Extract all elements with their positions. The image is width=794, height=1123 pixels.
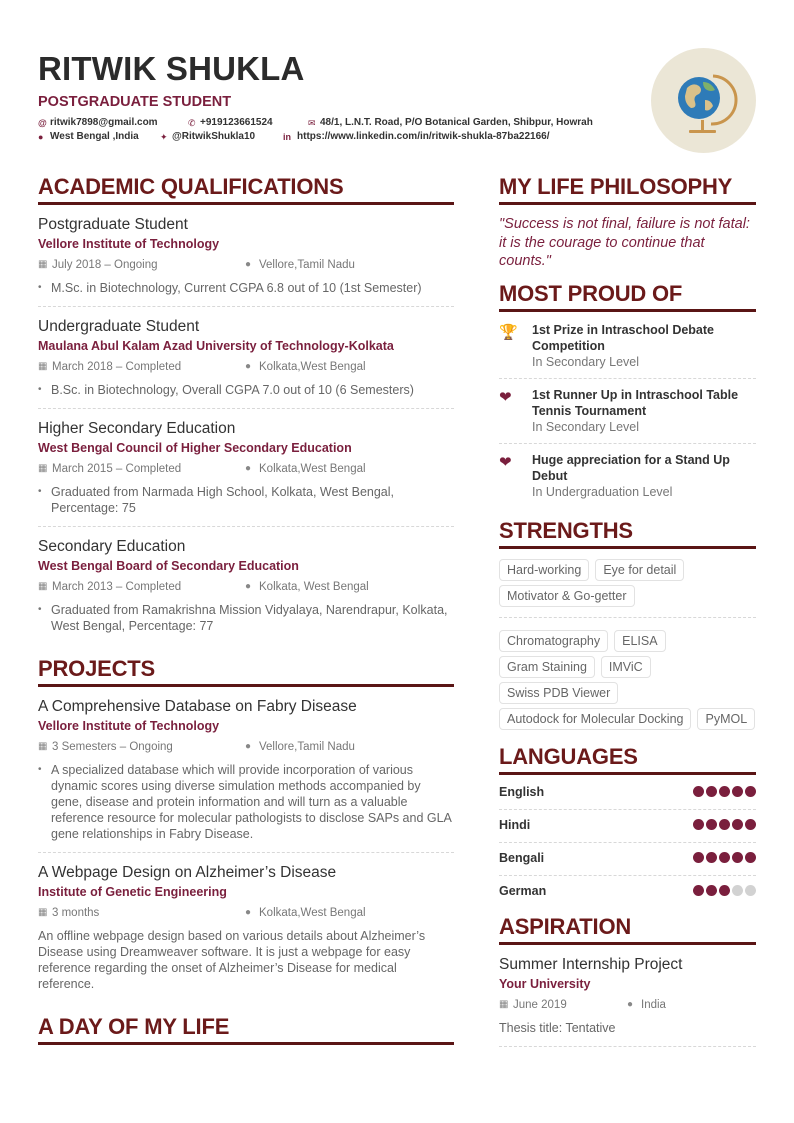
- academic-entry: Higher Secondary Education West Bengal Council of Higher Secondary Education ▦ March 2015 – Completed ● Kolkata,West Bengal • Graduated from Narmada High School, Kolkata, West Bengal, Percentage: 75: [38, 419, 454, 527]
- calendar-icon: ▦: [38, 259, 48, 270]
- contact-linkedin[interactable]: in https://www.linkedin.com/in/ritwik-shukla-87ba22166/: [283, 131, 550, 142]
- calendar-icon: ▦: [38, 361, 48, 372]
- proud-item: ❤ Huge appreciation for a Stand Up Debut In Undergraduation Level: [499, 452, 730, 499]
- left-column: [38, 172, 454, 1055]
- skill-tag: Motivator & Go-getter: [499, 585, 635, 607]
- skill-tag: ELISA: [614, 630, 665, 652]
- skill-tag: Hard-working: [499, 559, 589, 581]
- map-marker-icon: ●: [38, 132, 44, 142]
- academic-entry: Secondary Education West Bengal Board of Secondary Education ▦ March 2013 – Completed ● Kolkata, West Bengal • Graduated from Ramakrishna Mission Vidyalaya, Narendrapur, Kolkata, West Bengal, Percentage: 77: [38, 537, 454, 644]
- aspiration-entry: Summer Internship Project Your University ▦ June 2019 ● India Thesis title: Tentative: [499, 955, 756, 1047]
- candidate-name: RITWIK SHUKLA: [38, 50, 305, 87]
- bullet-icon: •: [38, 486, 42, 497]
- proficiency-dots: [693, 852, 756, 863]
- calendar-icon: ▦: [38, 463, 48, 474]
- philosophy-quote: "Success is not final, failure is not fatal: it is the courage to continue that counts.": [499, 216, 750, 269]
- calendar-icon: ▦: [499, 998, 509, 1010]
- section-heading-academic: ACADEMIC QUALIFICATIONS: [38, 172, 454, 205]
- candidate-title: POSTGRADUATE STUDENT: [38, 94, 232, 110]
- section-heading-proud: MOST PROUD OF: [499, 279, 756, 312]
- skill-tag: Eye for detail: [595, 559, 684, 581]
- phone-icon: ✆: [188, 118, 196, 128]
- bullet-icon: •: [38, 604, 42, 615]
- entry-title: Higher Secondary Education: [38, 420, 236, 437]
- bullet-icon: •: [38, 282, 42, 293]
- calendar-icon: ▦: [38, 581, 48, 592]
- language-row: English: [499, 777, 756, 810]
- skill-tag: Chromatography: [499, 630, 608, 652]
- heartbeat-icon: ❤: [499, 453, 512, 471]
- entry-title: Postgraduate Student: [38, 216, 188, 233]
- entry-org: West Bengal Board of Secondary Education: [38, 559, 299, 573]
- skill-tag: Gram Staining: [499, 656, 595, 678]
- at-icon: @: [38, 118, 47, 128]
- entry-title: Summer Internship Project: [499, 955, 683, 973]
- section-heading-strengths: STRENGTHS: [499, 516, 756, 549]
- twitter-icon: ✦: [160, 132, 168, 142]
- proud-item: ❤ 1st Runner Up in Intraschool Table Tennis Tournament In Secondary Level: [499, 387, 756, 444]
- contact-address: ✉ 48/1, L.N.T. Road, P/O Botanical Garden, Shibpur, Howrah: [308, 117, 593, 128]
- contact-info: [38, 116, 638, 144]
- project-entry: A Webpage Design on Alzheimer’s Disease Institute of Genetic Engineering ▦ 3 months ● Kolkata,West Bengal An offline webpage design based on various details about Alzheimer’s Disease using Dreamweaver software. It is just a webpage for easy reference regarding the onset of Alzheimer’s Disease for medical reference.: [38, 863, 454, 1002]
- section-heading-philosophy: MY LIFE PHILOSOPHY: [499, 172, 756, 205]
- entry-org: Your University: [499, 976, 591, 991]
- map-marker-icon: ●: [245, 463, 252, 474]
- map-marker-icon: ●: [245, 581, 252, 592]
- academic-entry: Postgraduate Student Vellore Institute of Technology ▦ July 2018 – Ongoing ● Vellore,Tamil Nadu • M.Sc. in Biotechnology, Current CGPA 6.8 out of 10 (1st Semester): [38, 215, 454, 307]
- project-entry: A Comprehensive Database on Fabry Disease Vellore Institute of Technology ▦ 3 Semesters – Ongoing ● Vellore,Tamil Nadu • A specialized database which will provide incorporation of various dynamic scores using diverse simulation methods accompanied by gene, disease and protein information and will turn as a valuable reference resource for molecular pathologists to disclose SAPs and GLA gene relationships in Fabry Disease.: [38, 697, 454, 853]
- skill-tag: Swiss PDB Viewer: [499, 682, 618, 704]
- entry-org: West Bengal Council of Higher Secondary Education: [38, 441, 352, 455]
- proficiency-dots: [693, 786, 756, 797]
- section-heading-languages: LANGUAGES: [499, 742, 756, 775]
- proud-item: 🏆 1st Prize in Intraschool Debate Competition In Secondary Level: [499, 322, 756, 379]
- avatar: [651, 48, 756, 153]
- envelope-icon: ✉: [308, 118, 316, 128]
- map-marker-icon: ●: [245, 741, 252, 752]
- resume-header: [38, 50, 638, 144]
- proficiency-dots: [693, 819, 756, 830]
- heartbeat-icon: ❤: [499, 388, 512, 406]
- entry-title: Undergraduate Student: [38, 318, 200, 335]
- project-description: An offline webpage design based on various details about Alzheimer’s Disease using Dreamweaver software. It is just a webpage for easy reference regarding the onset of Alzheimer’s Disease for medical reference.: [38, 929, 426, 991]
- calendar-icon: ▦: [38, 741, 48, 752]
- globe-icon: [651, 48, 756, 153]
- soft-skills: [499, 559, 756, 607]
- trophy-icon: 🏆: [499, 323, 518, 341]
- contact-email[interactable]: @ ritwik7898@gmail.com: [38, 117, 158, 128]
- language-row: German: [499, 876, 756, 908]
- entry-title: A Comprehensive Database on Fabry Disease: [38, 698, 357, 715]
- proficiency-dots: [693, 885, 756, 896]
- technical-skills: [499, 630, 756, 730]
- language-row: Hindi: [499, 810, 756, 843]
- divider: [499, 617, 756, 618]
- entry-org: Vellore Institute of Technology: [38, 719, 220, 733]
- contact-location: ● West Bengal ,India: [38, 131, 139, 142]
- entry-org: Institute of Genetic Engineering: [38, 885, 227, 899]
- contact-phone[interactable]: ✆ +919123661524: [188, 117, 273, 128]
- calendar-icon: ▦: [38, 907, 48, 918]
- section-heading-day-of-life: A DAY OF MY LIFE: [38, 1012, 454, 1045]
- academic-entry: Undergraduate Student Maulana Abul Kalam Azad University of Technology-Kolkata ▦ March 2018 – Completed ● Kolkata,West Bengal • B.Sc. in Biotechnology, Overall CGPA 7.0 out of 10 (6 Semesters): [38, 317, 454, 409]
- right-column: [499, 172, 756, 1057]
- skill-tag: Autodock for Molecular Docking: [499, 708, 691, 730]
- language-row: Bengali: [499, 843, 756, 876]
- entry-org: Vellore Institute of Technology: [38, 237, 220, 251]
- bullet-icon: •: [38, 384, 42, 395]
- map-marker-icon: ●: [245, 907, 252, 918]
- map-marker-icon: ●: [245, 259, 252, 270]
- map-marker-icon: ●: [245, 361, 252, 372]
- skill-tag: PyMOL: [697, 708, 755, 730]
- contact-twitter[interactable]: ✦ @RitwikShukla10: [160, 131, 256, 142]
- aspiration-description: Thesis title: Tentative: [499, 1020, 616, 1035]
- section-heading-aspiration: ASPIRATION: [499, 912, 756, 945]
- bullet-icon: •: [38, 764, 42, 775]
- section-heading-projects: PROJECTS: [38, 654, 454, 687]
- linkedin-icon: in: [283, 132, 291, 142]
- entry-org: Maulana Abul Kalam Azad University of Technology-Kolkata: [38, 339, 394, 353]
- map-marker-icon: ●: [627, 998, 634, 1010]
- entry-title: Secondary Education: [38, 538, 186, 555]
- entry-title: A Webpage Design on Alzheimer’s Disease: [38, 864, 337, 881]
- skill-tag: IMViC: [601, 656, 651, 678]
